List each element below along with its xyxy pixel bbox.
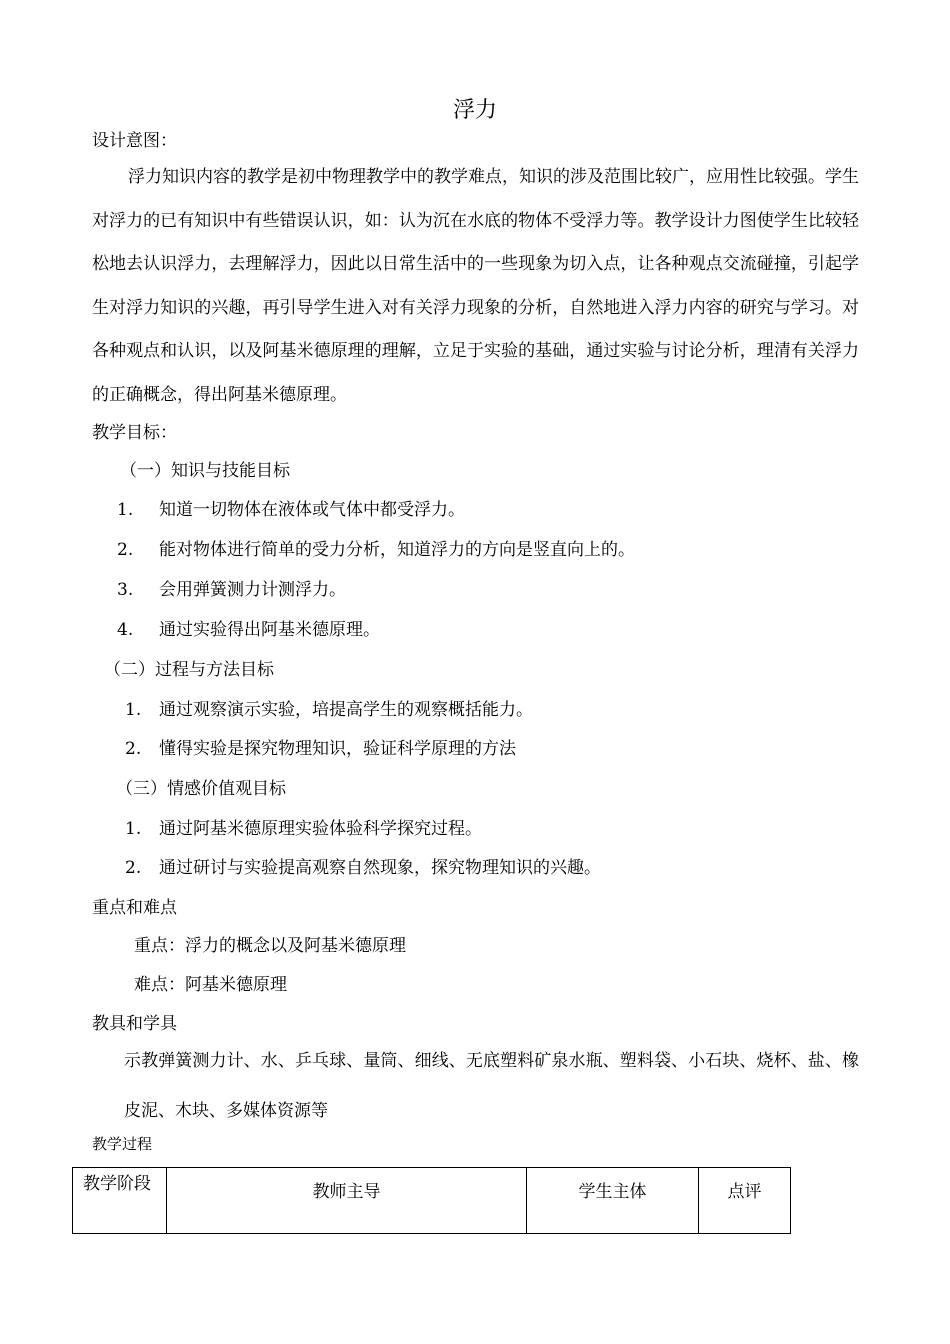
column-header-teacher: 教师主导 [167,1168,527,1234]
materials-paragraph: 示教弹簧测力计、水、乒乓球、量筒、细线、无底塑料矿泉水瓶、塑料袋、小石块、烧杯、盐、橡皮泥、木块、多媒体资源等 [124,1051,859,1121]
list-item: 会用弹簧测力计测浮力。 [159,580,346,600]
list-item: 通过实验得出阿基米德原理。 [159,620,380,640]
list-item-number: 2. [117,540,134,560]
list-item: 知道一切物体在液体或气体中都受浮力。 [159,500,465,520]
page-title: 浮力 [452,98,497,123]
list-item: 通过研讨与实验提高观察自然现象，探究物理知识的兴趣。 [159,858,601,878]
teaching-process-table [72,1167,791,1234]
process-goals-heading: （二）过程与方法目标 [104,660,274,680]
list-item-number: 1. [117,500,134,520]
list-item-number: 3. [117,580,134,600]
list-item: 通过观察演示实验，培提高学生的观察概括能力。 [159,700,533,720]
design-intent-heading: 设计意图： [92,131,177,151]
list-item: 能对物体进行简单的受力分析，知道浮力的方向是竖直向上的。 [159,540,635,560]
key-points-heading: 重点和难点 [92,898,177,918]
list-item-number: 1. [125,819,142,839]
emotion-goals-heading: （三）情感价值观目标 [116,779,286,799]
difficulty-point: 难点：阿基米德原理 [134,975,287,995]
focus-point: 重点：浮力的概念以及阿基米德原理 [134,936,406,956]
process-heading: 教学过程 [92,1135,153,1153]
design-intent-paragraph: 浮力知识内容的教学是初中物理教学中的教学难点，知识的涉及范围比较广，应用性比较强。学生对浮力的已有知识中有些错误认识，如：认为沉在水底的物体不受浮力等。教学设计力图使学生比较轻松地去认识浮力，去理解浮力，因此以日常生活中的一些现象为切入点，让各种观点交流碰撞，引起学生对浮力知识的兴趣，再引导学生进入对有关浮力现象的分析，自然地进入浮力内容的研究与学习。对各种观点和认识，以及阿基米德原理的理解，立足于实验的基础，通过实验与讨论分析，理清有关浮力的正确概念，得出阿基米德原理。 [92,167,859,405]
list-item-number: 2. [125,739,142,759]
column-header-stage: 教学阶段 [73,1168,167,1234]
list-item-number: 2. [125,858,142,878]
materials-heading: 教具和学具 [92,1014,177,1034]
knowledge-goals-heading: （一）知识与技能目标 [120,461,290,481]
column-header-student: 学生主体 [527,1168,699,1234]
list-item-number: 1. [125,700,142,720]
list-item-number: 4. [117,620,134,640]
table-header-row [73,1168,791,1234]
column-header-comment: 点评 [699,1168,791,1234]
list-item: 懂得实验是探究物理知识，验证科学原理的方法 [159,739,516,759]
list-item: 通过阿基米德原理实验体验科学探究过程。 [159,819,482,839]
goals-heading: 教学目标： [92,423,177,443]
